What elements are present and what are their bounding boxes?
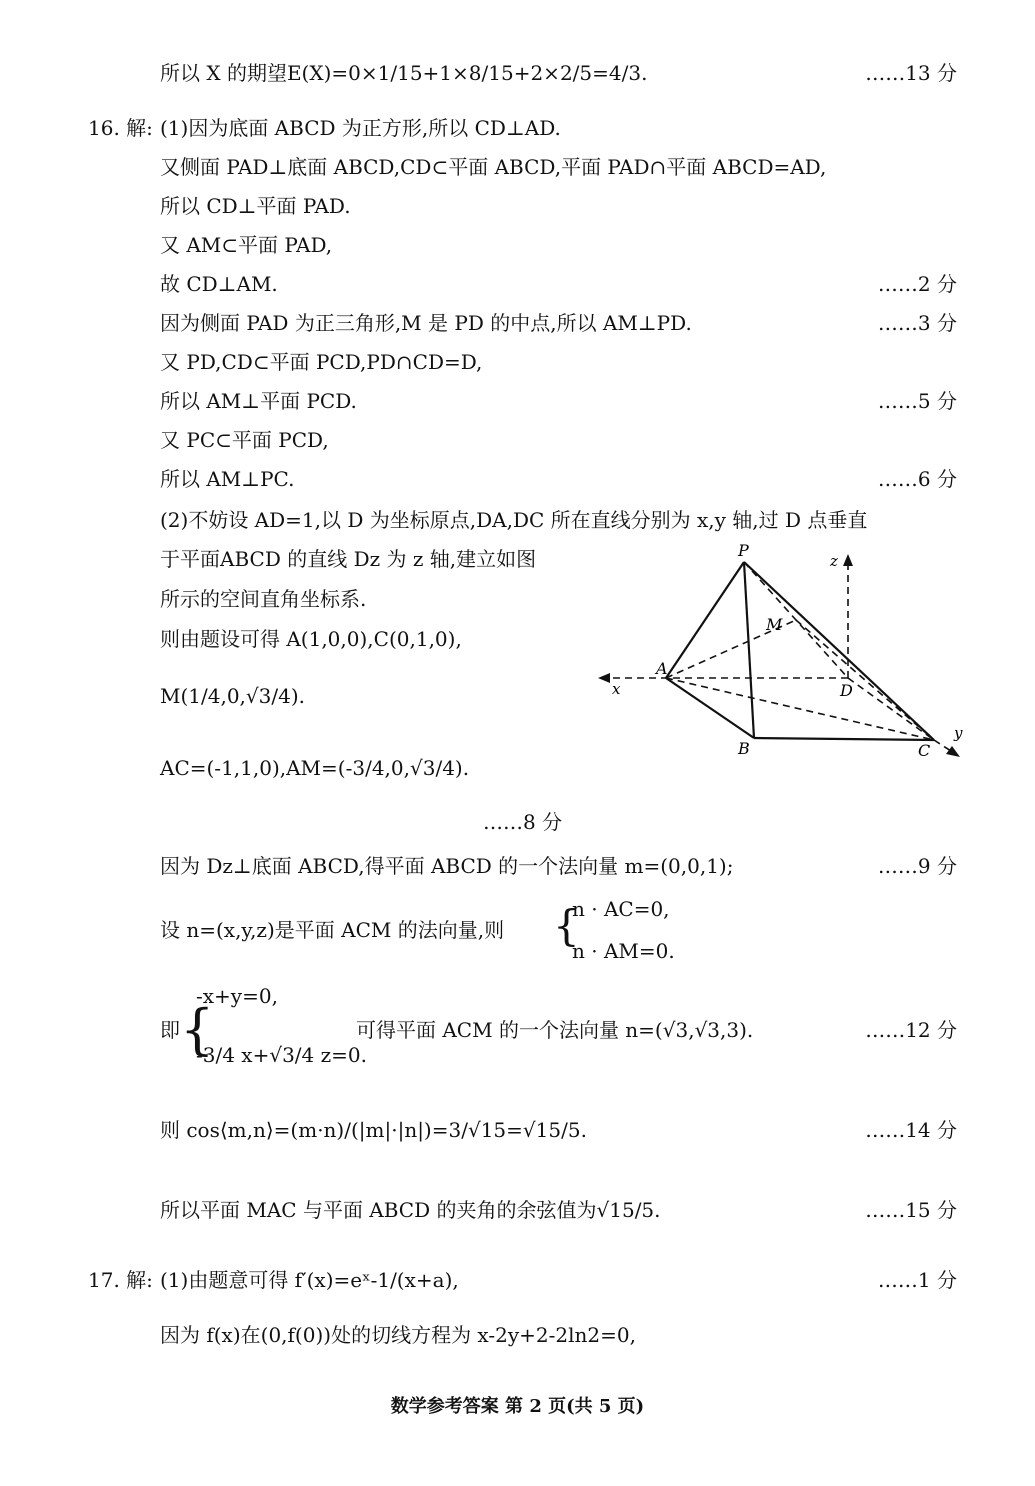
label-b: B xyxy=(738,739,750,758)
vectors-ac-am: AC=(-1,1,0),AM=(-3/4,0,√3/4). xyxy=(160,756,470,780)
label-z: z xyxy=(830,552,838,570)
system-eq-1: n · AC=0, xyxy=(572,897,670,921)
text-line: 所以平面 MAC 与平面 ABCD 的夹角的余弦值为√15/5. xyxy=(160,1198,661,1222)
page-footer: 数学参考答案 第 2 页(共 5 页) xyxy=(390,1396,645,1417)
brace-left: { xyxy=(180,998,215,1061)
score-3: ……3 分 xyxy=(877,311,957,335)
label-p: P xyxy=(738,541,749,560)
score-8: ……8 分 xyxy=(483,810,563,834)
label-y: y xyxy=(954,724,963,742)
problem-17-number: 17. 解: xyxy=(88,1268,153,1292)
score-15: ……15 分 xyxy=(865,1198,957,1222)
text-line: 所以 AM⊥平面 PCD. xyxy=(160,389,357,413)
text-line: 所示的空间直角坐标系. xyxy=(160,587,367,611)
text-line: (2)不妨设 AD=1,以 D 为坐标原点,DA,DC 所在直线分别为 x,y 轴,过 D 点垂直 xyxy=(160,508,868,532)
pyramid-figure xyxy=(590,540,980,770)
cosine-line: 则 cos⟨m,n⟩=(m·n)/(|m|·|n|)=3/√15=√15/5. xyxy=(160,1118,587,1142)
y-arrow xyxy=(946,746,960,757)
score-9: ……9 分 xyxy=(877,854,957,878)
text-line: 因为侧面 PAD 为正三角形,M 是 PD 的中点,所以 AM⊥PD. xyxy=(160,311,692,335)
system-eq-3: -x+y=0, xyxy=(196,984,278,1008)
edge-pb xyxy=(744,562,754,738)
text-line: (1)因为底面 ABCD 为正方形,所以 CD⊥AD. xyxy=(160,116,561,140)
edge-ac xyxy=(666,678,934,740)
label-d: D xyxy=(840,681,853,700)
text-line: 因为 Dz⊥底面 ABCD,得平面 ABCD 的一个法向量 m=(0,0,1); xyxy=(160,854,734,878)
score-14: ……14 分 xyxy=(865,1118,957,1142)
brace-left: { xyxy=(553,901,580,950)
edge-pc xyxy=(744,562,934,740)
text-line: 则由题设可得 A(1,0,0),C(0,1,0), xyxy=(160,627,462,651)
label-x: x xyxy=(612,680,621,698)
x-arrow xyxy=(598,673,610,683)
problem-16-number: 16. 解: xyxy=(88,116,153,140)
edge-ab xyxy=(666,678,754,738)
text-line: 又 PC⊂平面 PCD, xyxy=(160,428,329,452)
system-eq-2: n · AM=0. xyxy=(572,939,675,963)
score-2: ……2 分 xyxy=(877,272,957,296)
text-line: 又 AM⊂平面 PAD, xyxy=(160,233,333,257)
text-line: 即 xyxy=(160,1018,180,1042)
text-line: 又侧面 PAD⊥底面 ABCD,CD⊂平面 ABCD,平面 PAD∩平面 ABCD=AD, xyxy=(160,155,827,179)
score-13: ……13 分 xyxy=(865,61,957,85)
text-line: 设 n=(x,y,z)是平面 ACM 的法向量,则 xyxy=(160,918,505,942)
label-a: A xyxy=(656,659,668,678)
text-line: 故 CD⊥AM. xyxy=(160,272,278,296)
text-line: 所以 CD⊥平面 PAD. xyxy=(160,194,351,218)
text-line: 因为 f(x)在(0,f(0))处的切线方程为 x-2y+2-2ln2=0, xyxy=(160,1323,636,1347)
coordinate-m: M(1/4,0,√3/4). xyxy=(160,684,305,708)
expectation-line: 所以 X 的期望E(X)=0×1/15+1×8/15+2×2/5=4/3. xyxy=(160,61,648,85)
score-12: ……12 分 xyxy=(865,1018,957,1042)
score-5: ……5 分 xyxy=(877,389,957,413)
score-1: ……1 分 xyxy=(877,1268,957,1292)
text-line: 于平面ABCD 的直线 Dz 为 z 轴,建立如图 xyxy=(160,547,537,571)
system-eq-4: -3/4 x+√3/4 z=0. xyxy=(196,1043,368,1067)
edge-bc xyxy=(754,738,934,740)
label-m: M xyxy=(766,615,783,634)
label-c: C xyxy=(918,741,931,760)
text-line: 又 PD,CD⊂平面 PCD,PD∩CD=D, xyxy=(160,350,483,374)
text-line: 所以 AM⊥PC. xyxy=(160,467,295,491)
score-6: ……6 分 xyxy=(877,467,957,491)
z-arrow xyxy=(843,554,853,566)
text-line: 可得平面 ACM 的一个法向量 n=(√3,√3,3). xyxy=(356,1018,754,1042)
text-line: (1)由题意可得 f′(x)=eˣ-1/(x+a), xyxy=(160,1268,459,1292)
